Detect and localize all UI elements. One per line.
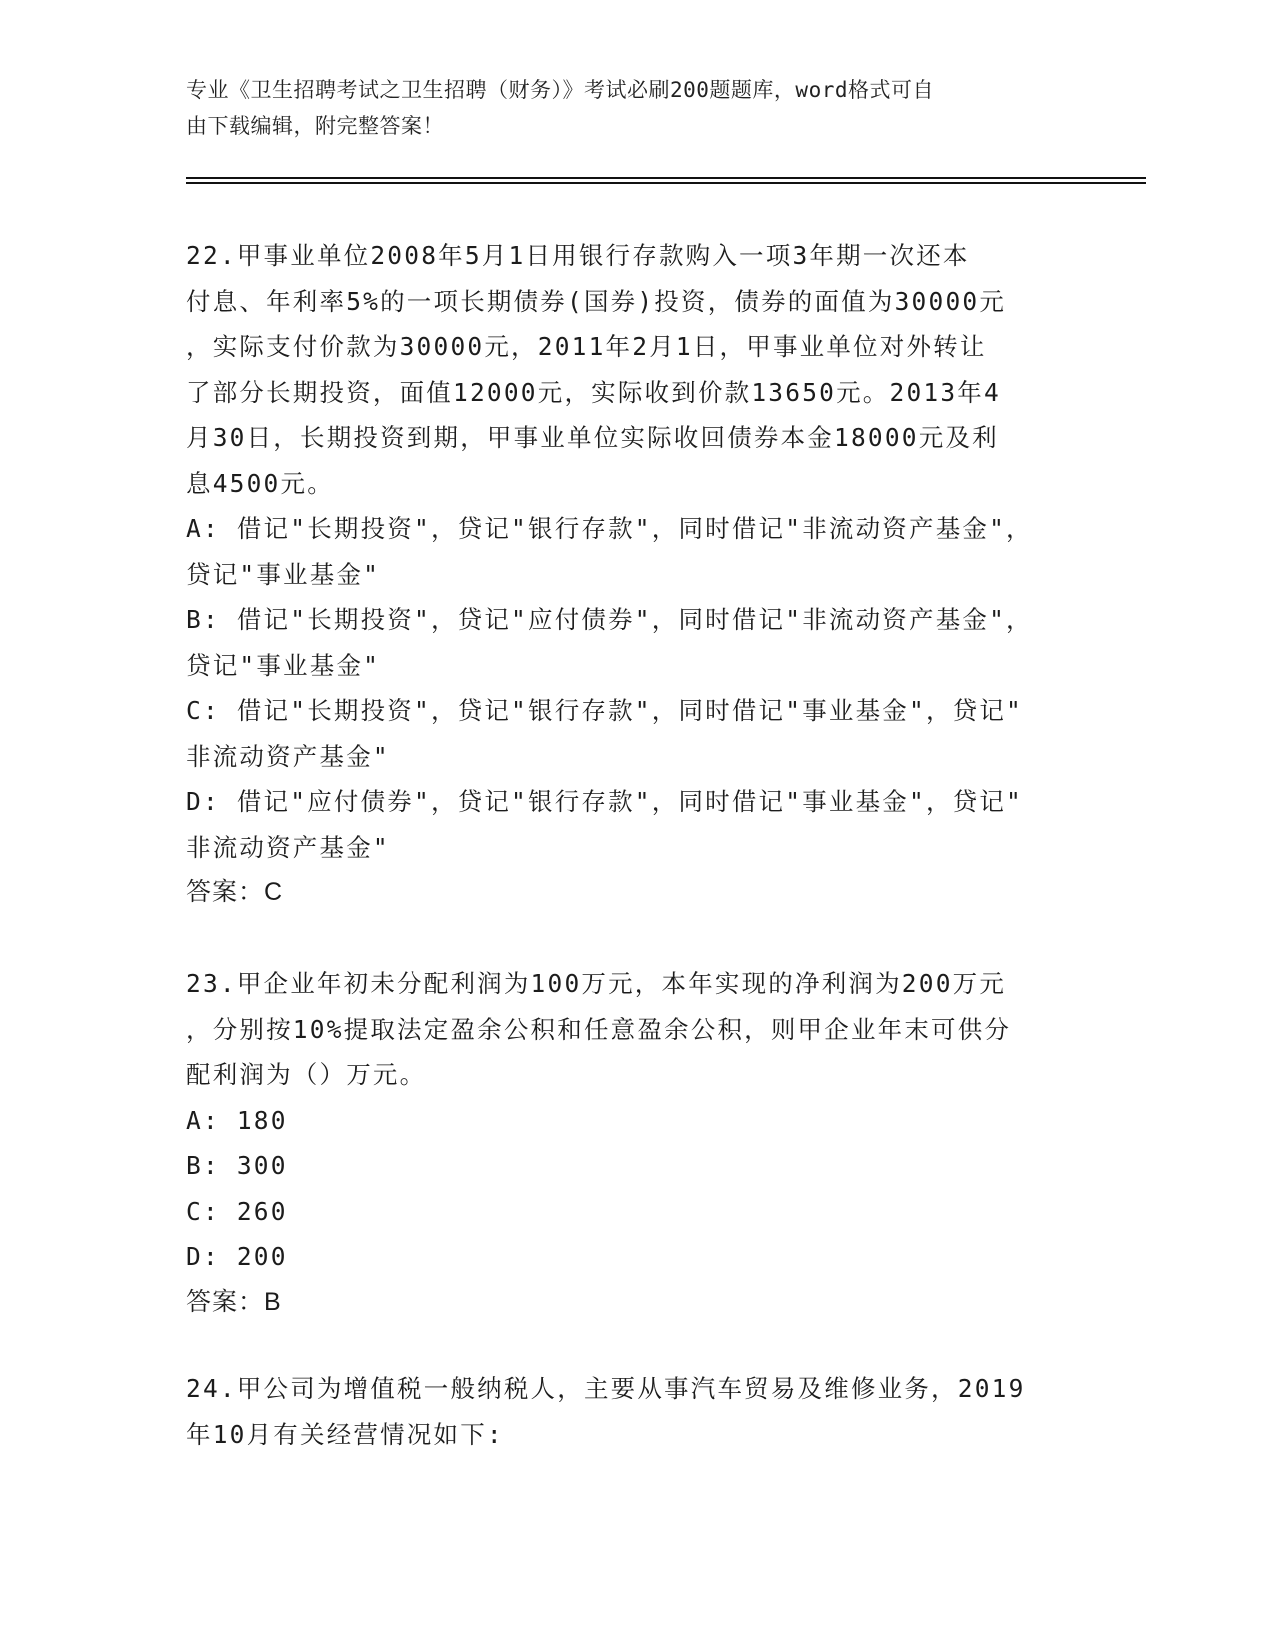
option-b: B: 300 xyxy=(186,1151,288,1180)
option-d: D: 借记"应付债券"，贷记"银行存款"，同时借记"事业基金"，贷记" xyxy=(186,787,1023,816)
question-stem-line: 22.甲事业单位2008年5月1日用银行存款购入一项3年期一次还本 xyxy=(186,241,970,270)
header-note xyxy=(186,72,1086,144)
question-stem-line: 24.甲公司为增值税一般纳税人，主要从事汽车贸易及维修业务，2019 xyxy=(186,1374,1026,1403)
question-stem-line: 年10月有关经营情况如下: xyxy=(186,1419,504,1449)
option-c: C: 260 xyxy=(186,1196,288,1226)
question-22 xyxy=(186,233,1086,916)
answer-label: 答案：C xyxy=(186,878,284,906)
option-c: C: 借记"长期投资"，贷记"银行存款"，同时借记"事业基金"，贷记" xyxy=(186,696,1023,725)
header-divider xyxy=(186,177,1146,179)
question-stem-line: 息4500元。 xyxy=(186,468,334,498)
option-a: A: 借记"长期投资"，贷记"银行存款"，同时借记"非流动资产基金"， xyxy=(186,514,1033,543)
question-stem-line: 23.甲企业年初未分配利润为100万元，本年实现的净利润为200万元 xyxy=(186,969,1007,998)
question-stem-line: 付息、年利率5%的一项长期债券(国券)投资，债券的面值为30000元 xyxy=(186,286,1007,316)
header-note-line: 由下载编辑，附完整答案！ xyxy=(186,114,444,138)
question-stem-line: ，实际支付价款为30000元，2011年2月1日，甲事业单位对外转让 xyxy=(186,332,987,361)
question-stem-line: 配利润为（）万元。 xyxy=(186,1060,427,1089)
option-b: B: 借记"长期投资"，贷记"应付债券"，同时借记"非流动资产基金"， xyxy=(186,605,1033,634)
question-stem-line: ，分别按10%提取法定盈余公积和任意盈余公积，则甲企业年末可供分 xyxy=(186,1014,1012,1044)
option-d-continued: 非流动资产基金" xyxy=(186,832,390,862)
question-stem-line: 月30日，长期投资到期，甲事业单位实际收回债券本金18000元及利 xyxy=(186,423,999,452)
question-24 xyxy=(186,1366,1086,1457)
option-c-continued: 非流动资产基金" xyxy=(186,741,390,771)
question-stem-line: 了部分长期投资，面值12000元，实际收到价款13650元。2013年4 xyxy=(186,377,1001,407)
question-23 xyxy=(186,961,1086,1325)
header-divider xyxy=(186,182,1146,184)
header-note-line: 专业《卫生招聘考试之卫生招聘（财务）》考试必刷200题题库，word格式可自 xyxy=(186,78,934,102)
option-d: D: 200 xyxy=(186,1242,288,1271)
option-a: A: 180 xyxy=(186,1105,288,1135)
option-b-continued: 贷记"事业基金" xyxy=(186,650,381,680)
answer-label: 答案：B xyxy=(186,1287,282,1316)
option-a-continued: 贷记"事业基金" xyxy=(186,559,381,589)
